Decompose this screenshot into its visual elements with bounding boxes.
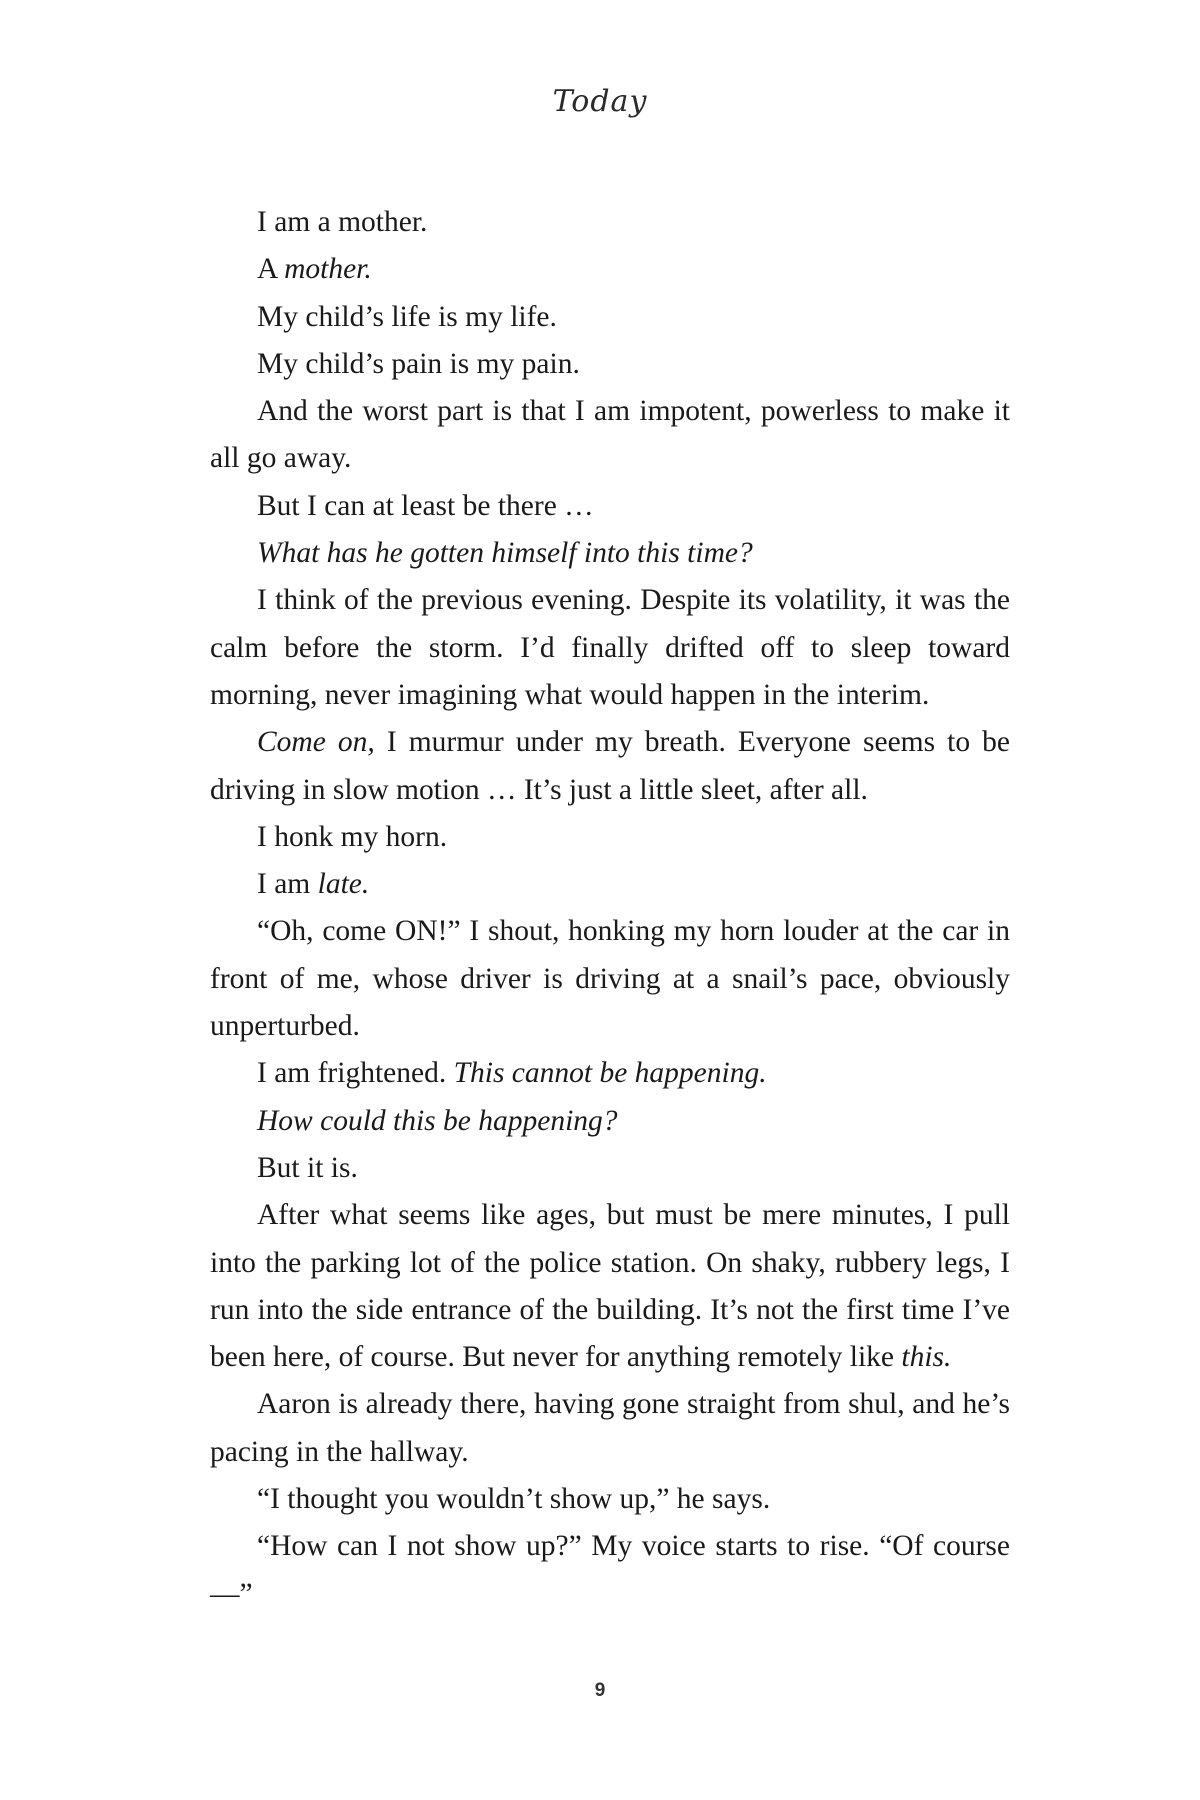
paragraph — [210, 1050, 1010, 1097]
paragraph: My child’s pain is my pain. — [257, 347, 580, 380]
paragraph: But it is. — [257, 1151, 358, 1184]
paragraph-italic: What has he gotten himself into this time? — [257, 537, 753, 570]
running-head: Today — [552, 84, 648, 119]
paragraph-text: I am — [257, 868, 318, 901]
paragraph: “I thought you wouldn’t show up,” he says. — [257, 1483, 771, 1516]
emphasis-text: mother. — [284, 253, 372, 286]
paragraph — [210, 719, 1010, 814]
paragraph — [210, 861, 1010, 908]
emphasis-text: late. — [317, 868, 370, 901]
paragraph: I am a mother. — [257, 206, 428, 238]
paragraph: My child’s life is my life. — [257, 300, 557, 333]
paragraph-italic: How could this be happening? — [257, 1104, 618, 1137]
paragraph-text: After what seems like ages, but must be mere minutes, I pull into the parking lot of the police station. On shaky, rubbery legs, I run into the side entrance of the building. It’s not the first time I’ve been here, of course. But never for anything remotely like — [210, 1199, 1010, 1374]
paragraph-text: I murmur under my breath. Everyone seems to be driving in slow motion … It’s just a little sleet, after all. — [210, 726, 1010, 806]
body-text — [210, 199, 1010, 1618]
paragraph: But I can at least be there … — [257, 489, 594, 522]
paragraph: And the worst part is that I am impotent, powerless to make it all go away. — [210, 395, 1010, 475]
paragraph: “How can I not show up?” My voice starts to rise. “Of course —” — [210, 1530, 1010, 1610]
emphasis-text: this. — [901, 1341, 952, 1374]
page-number: 9 — [594, 1680, 606, 1701]
paragraph-text: A — [257, 253, 285, 286]
paragraph — [210, 1192, 1010, 1381]
paragraph: I honk my horn. — [257, 820, 448, 853]
emphasis-text: This cannot be happening. — [453, 1057, 767, 1090]
paragraph: Aaron is already there, having gone straight from shul, and he’s pacing in the hallway. — [210, 1388, 1010, 1468]
emphasis-text: Come on, — [257, 726, 375, 759]
paragraph — [210, 246, 1010, 293]
paragraph-text: I am frightened. — [257, 1057, 454, 1090]
paragraph: “Oh, come ON!” I shout, honking my horn louder at the car in front of me, whose driver is driving at a snail’s pace, obviously unperturbed. — [210, 915, 1010, 1043]
paragraph: I think of the previous evening. Despite its volatility, it was the calm before the storm. I’d finally drifted off to sleep toward morning, never imagining what would happen in the interim. — [210, 584, 1010, 711]
